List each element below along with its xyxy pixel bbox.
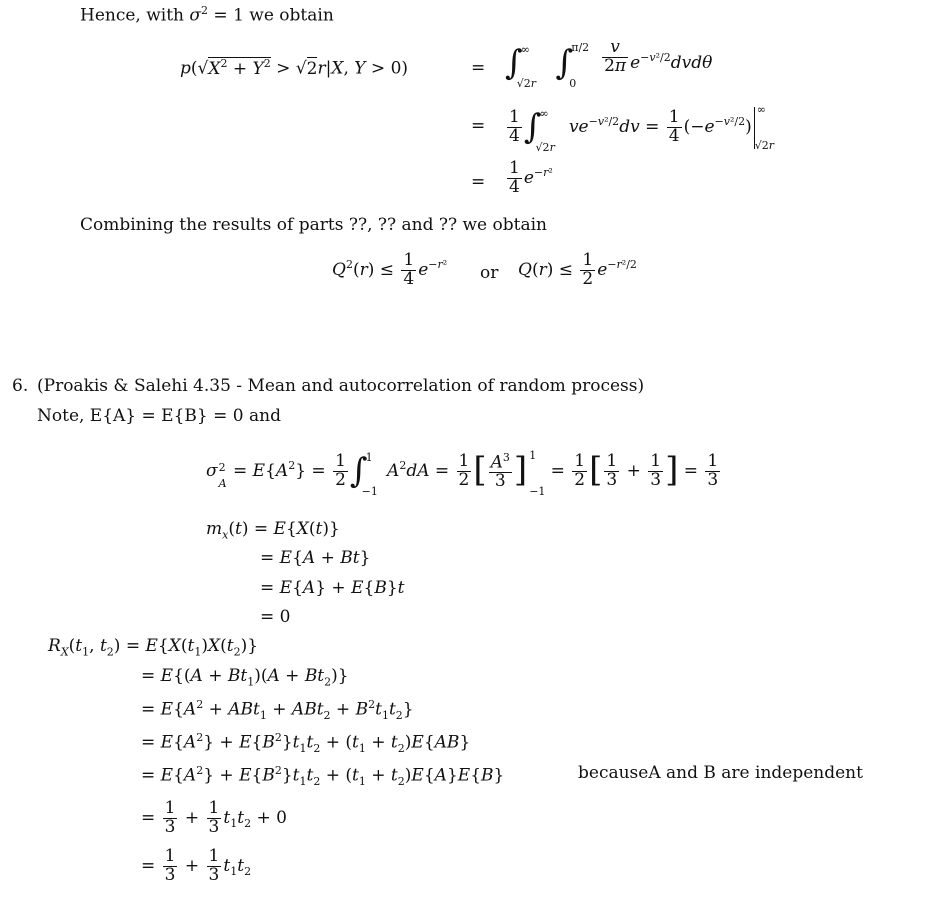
eq-sign-3: = xyxy=(471,172,486,192)
auto-row-3: = $E\{A^2\} + E\{B^2\}t_1t_2 + (t_1 + t_2)E\{AB\}$ xyxy=(141,731,471,756)
eq-sign-1: = xyxy=(471,58,486,78)
problem-heading: (Proakis & Salehi 4.35 - Mean and autocorrelation of random process) xyxy=(37,376,645,396)
auto-row-2: = $E\{A^2 + ABt_1 + ABt_2 + B^2t_1t_2\}$ xyxy=(141,698,414,723)
mean-row-3: = 0 xyxy=(260,607,291,627)
q-bound: $Q^2(r)$ ≤ $\frac{1}{4}$ $e^{-r^2}$ xyxy=(332,250,448,289)
auto-row-1: = $E\{(A + Bt_1)(A + Bt_2)\}$ xyxy=(141,666,349,689)
line1-rhs: ∫ ∞ √2r ∫ π/2 0 $\frac{v}{2\pi}$ $e^{-v^2/2}dvd\theta$ xyxy=(505,37,713,90)
auto-row-6: = $\frac{1}{3}$ + $\frac{1}{3}$ $t_1t_2$ xyxy=(141,846,252,885)
or-word: or xyxy=(480,263,499,283)
combining-line: Combining the results of parts ??, ?? and ?? we obtain xyxy=(80,215,547,235)
mean-row-2: = E{A} + E{B}t xyxy=(260,578,405,598)
note-line: Note, E{A} = E{B} = 0 and xyxy=(37,406,281,426)
variance-line: σ 2 A = $E\{A^2\}$ = $\frac{1}{2}$ ∫ 1 −1 $A^2dA$ = $\frac{1}{2}$ [ $\frac{A^3}{3}$ ] 1 −1 = $\frac{1}{2}$ [ $\frac{1}{3}$ + $\frac{1}{3}$ ] = $\frac{1}{3}$ xyxy=(206,448,719,498)
q-bound2: Q(r) ≤ $\frac{1}{2}$ $e^{-r^2/2}$ xyxy=(518,250,637,289)
auto-row-5: = $\frac{1}{3}$ + $\frac{1}{3}$ $t_1t_2 + 0$ xyxy=(141,798,287,837)
hence-line: Hence, with $\sigma^2 = 1$ we obtain xyxy=(80,4,334,26)
eq-sign-2: = xyxy=(471,116,486,136)
line2-rhs: $\frac{1}{4}$ ∫ ∞ √2r $ve^{-v^2/2}dv$ = $\frac{1}{4}$ $(-e^{-v^2/2})$ ∞ √2r xyxy=(509,102,775,154)
mean-row-0: $m_x(t) = E\{X(t)\}$ xyxy=(206,519,340,542)
prob-lhs: $p(√X^2 + Y^2 > √2r|X$, Y > 0) xyxy=(180,57,409,79)
mean-row-1: = E{A + Bt} xyxy=(260,548,371,568)
line3-rhs: $\frac{1}{4}$ $e^{-r^2}$ xyxy=(509,158,553,197)
because-note: becauseA and B are independent xyxy=(578,763,863,783)
auto-row-0: $R_X(t_1$, $t_2) = E\{X(t_1)X(t_2)\}$ xyxy=(48,636,259,659)
problem-number: 6. xyxy=(12,376,29,396)
auto-row-4: = $E\{A^2\} + E\{B^2\}t_1t_2 + (t_1 + t_2)E\{A\}E\{B\}$ xyxy=(141,764,505,789)
